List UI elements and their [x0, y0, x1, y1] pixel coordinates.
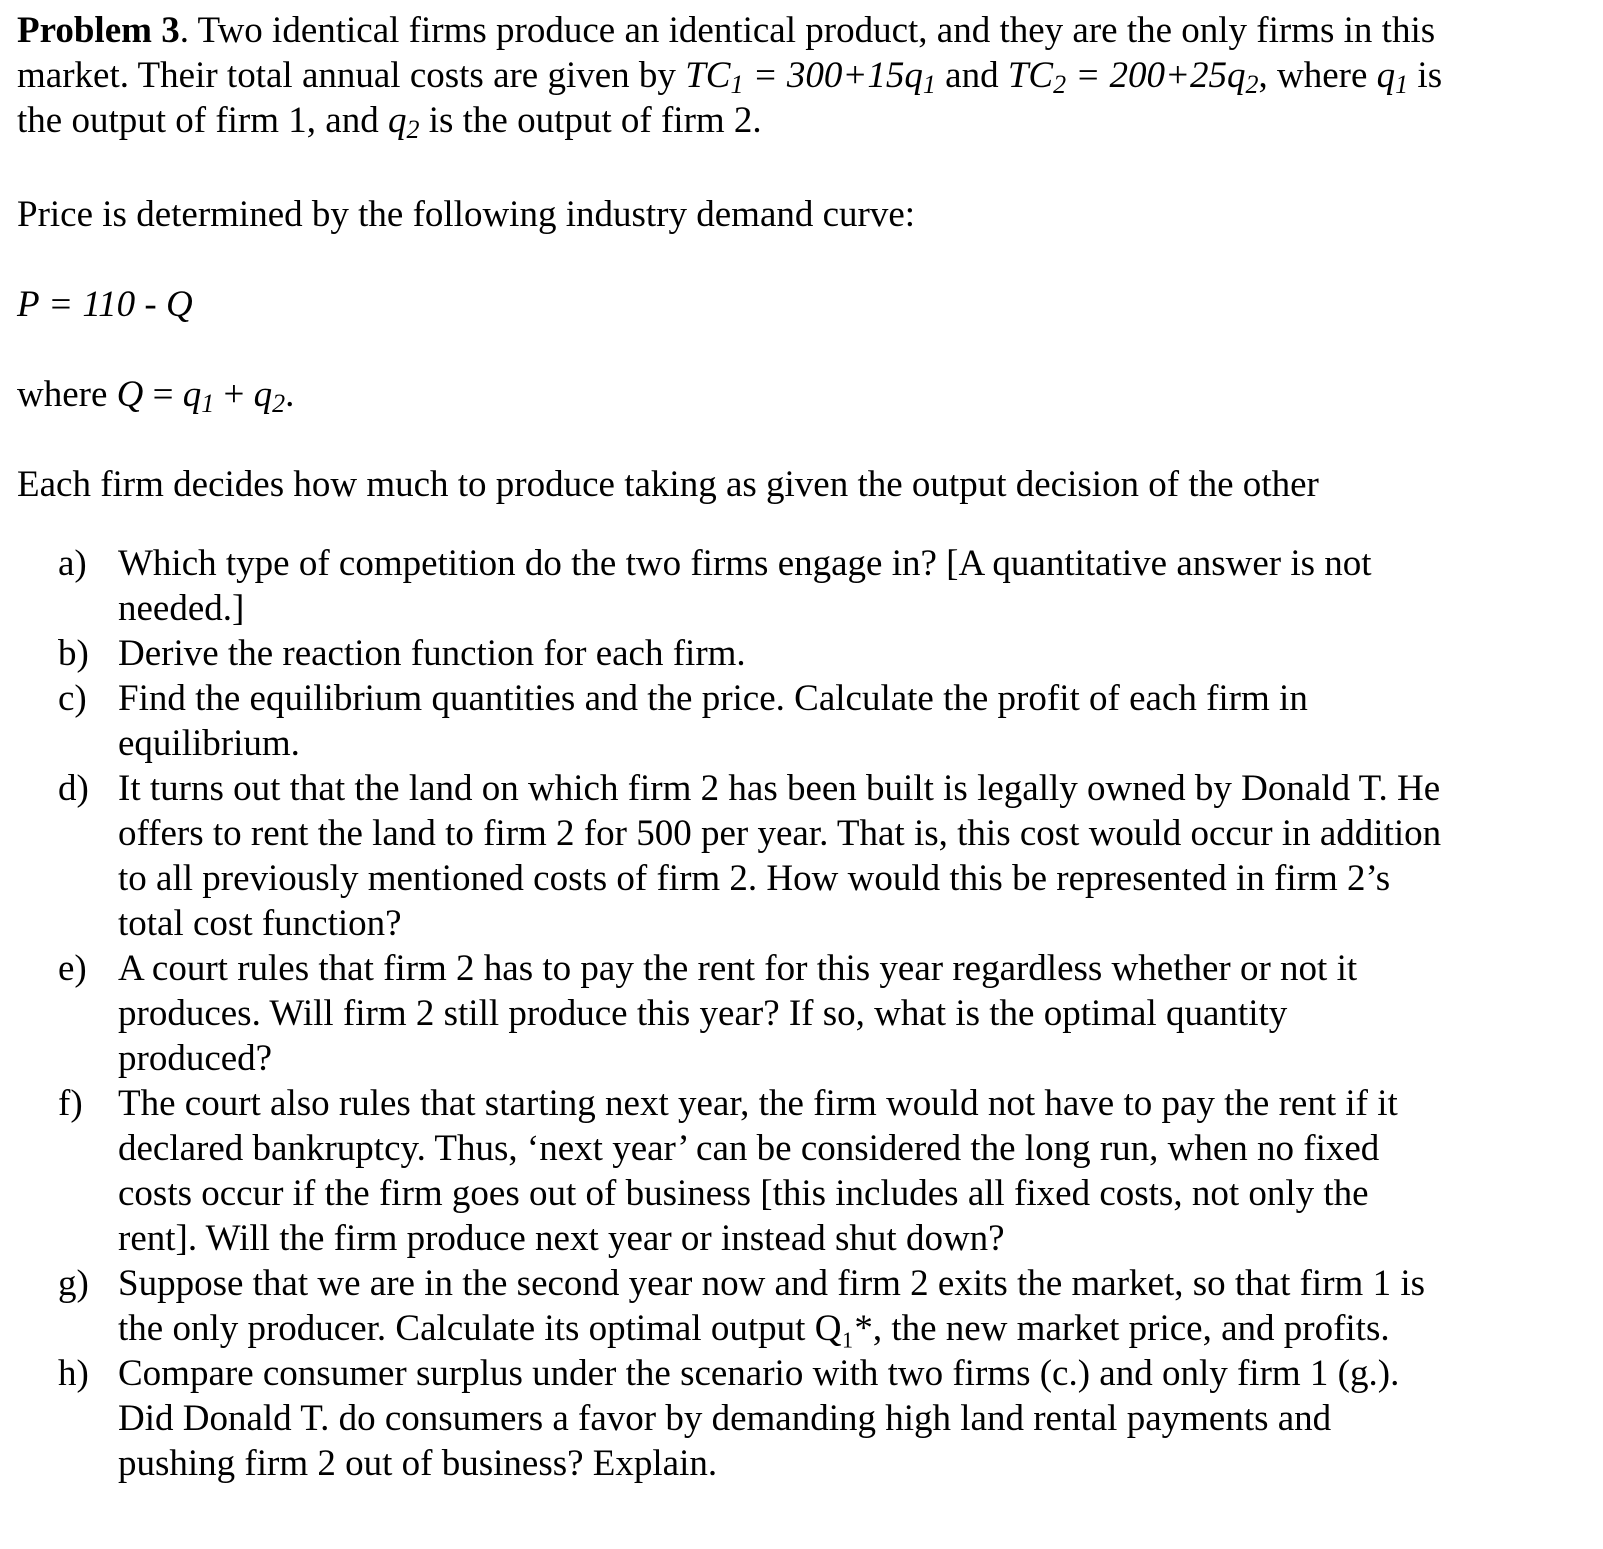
q1-subscript: 1 — [1395, 70, 1409, 99]
question-line: Suppose that we are in the second year now and firm 2 exits the market, so that firm 1 is — [118, 1263, 1425, 1304]
demand-curve-equation — [17, 282, 193, 327]
question-line: offers to rent the land to firm 2 for 500 per year. That is, this cost would occur in addition — [118, 813, 1442, 854]
question-line: total cost function? — [118, 903, 402, 944]
question-line: Did Donald T. do consumers a favor by demanding high land rental payments and — [118, 1398, 1332, 1439]
where-q2-subscript: 2 — [272, 389, 286, 418]
intro-line-3-rest: is the output of firm 2. — [419, 100, 762, 141]
question-line: produced? — [118, 1038, 273, 1079]
question-line: equilibrium. — [118, 723, 300, 764]
question-marker: d) — [58, 768, 89, 809]
tc2-label: TC — [1007, 55, 1054, 96]
tc1-label: TC — [685, 55, 731, 96]
intro-line-1-rest: . Two identical firms produce an identical product, and they are the only firms in this — [179, 10, 1436, 51]
question-marker: f) — [58, 1083, 83, 1124]
question-c — [58, 676, 1568, 766]
question-line: to all previously mentioned costs of firm 2. How would this be represented in firm 2’s — [118, 858, 1391, 899]
where-q1: q — [182, 374, 202, 415]
demand-intro: Price is determined by the following industry demand curve: — [17, 194, 916, 235]
question-line: needed.] — [118, 588, 245, 629]
intro-where: , where — [1258, 55, 1377, 96]
tc2-subscript: 2 — [1053, 70, 1067, 99]
question-e — [58, 946, 1568, 1081]
question-line: A court rules that firm 2 has to pay the rent for this year regardless whether or not it — [118, 948, 1358, 989]
intro-is: is — [1408, 55, 1443, 96]
question-marker: a) — [58, 543, 87, 584]
question-line: Which type of competition do the two firms engage in? [A quantitative answer is not — [118, 543, 1372, 584]
problem-intro — [17, 8, 1582, 143]
question-line: pushing firm 2 out of business? Explain. — [118, 1443, 718, 1484]
tc2-expression: = 200+25q — [1066, 55, 1246, 96]
intro-line-1 — [17, 8, 1582, 53]
question-line: It turns out that the land on which firm 2 has been built is legally owned by Donald T. He — [118, 768, 1441, 809]
question-line: Compare consumer surplus under the scenario with two firms (c.) and only firm 1 (g.). — [118, 1353, 1400, 1394]
question-marker: c) — [58, 678, 87, 719]
quantity-definition — [17, 372, 294, 417]
question-marker: e) — [58, 948, 87, 989]
question-line: Derive the reaction function for each firm. — [118, 633, 746, 674]
decision-statement: Each firm decides how much to produce taking as given the output decision of the other — [17, 464, 1319, 505]
intro-line-2-lead: market. Their total annual costs are given by — [17, 55, 686, 96]
question-line: produces. Will firm 2 still produce this year? If so, what is the optimal quantity — [118, 993, 1288, 1034]
question-marker: g) — [58, 1263, 89, 1304]
question-line: declared bankruptcy. Thus, ‘next year’ can be considered the long run, when no fixed — [118, 1128, 1380, 1169]
where-q1-subscript: 1 — [201, 389, 215, 418]
tc1-expression: = 300+15q — [743, 55, 923, 96]
where-end: . — [285, 374, 295, 415]
where-equals: = — [143, 374, 183, 415]
where-q2: q — [253, 374, 273, 415]
intro-line-2-text — [17, 53, 1442, 98]
problem-label: Problem 3 — [17, 10, 180, 51]
q1-symbol: q — [1376, 55, 1396, 96]
question-f — [58, 1081, 1568, 1261]
question-marker: h) — [58, 1353, 89, 1394]
question-line: The court also rules that starting next year, the firm would not have to pay the rent if it — [118, 1083, 1398, 1124]
question-list — [58, 541, 1568, 1486]
q2-symbol: q — [387, 100, 407, 141]
tc1-q-subscript: 1 — [922, 70, 936, 99]
question-line: costs occur if the firm goes out of business [this includes all fixed costs, not only the — [118, 1173, 1369, 1214]
question-line: rent]. Will the firm produce next year or instead shut down? — [118, 1218, 1005, 1259]
question-b — [58, 631, 1568, 676]
intro-and: and — [935, 55, 1008, 96]
problem-document — [17, 8, 1597, 505]
intro-line-3-lead: the output of firm 1, and — [17, 100, 388, 141]
demand-curve-text: P = 110 - Q — [17, 284, 193, 325]
q2-subscript: 2 — [406, 115, 420, 144]
intro-line-1-text — [17, 8, 1435, 53]
question-line: Find the equilibrium quantities and the price. Calculate the profit of each firm in — [118, 678, 1308, 719]
tc1-subscript: 1 — [730, 70, 744, 99]
question-h — [58, 1351, 1568, 1486]
intro-line-3 — [17, 98, 1582, 143]
where-Q: Q — [116, 374, 144, 415]
question-line: the only producer. Calculate its optimal output Q₁*, the new market price, and profits. — [118, 1308, 1390, 1349]
where-text: where — [17, 374, 117, 415]
question-a — [58, 541, 1568, 631]
question-d — [58, 766, 1568, 946]
question-g — [58, 1261, 1568, 1351]
intro-line-2 — [17, 53, 1529, 98]
where-plus: + — [214, 374, 254, 415]
tc2-q-subscript: 2 — [1245, 70, 1259, 99]
question-marker: b) — [58, 633, 89, 674]
